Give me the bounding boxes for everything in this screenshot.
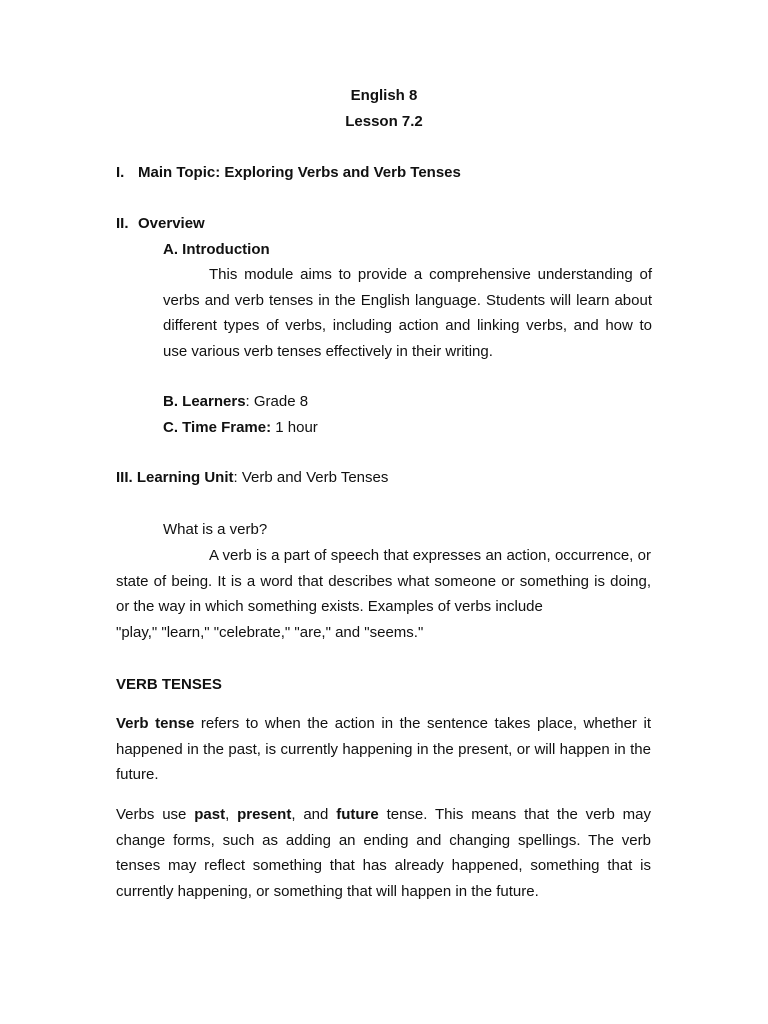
section-1-heading: Main Topic: Exploring Verbs and Verb Tenses: [138, 164, 461, 181]
introduction-paragraph: This module aims to provide a comprehensive understanding of verbs and verb tenses in the English language. Students will learn about different types of verbs, including action and linking verbs, and how to use various verb tenses effectively in their writing.: [163, 266, 652, 360]
future-term: future: [336, 806, 379, 823]
subject-title: English 8: [350, 87, 418, 104]
section-2-heading: Overview: [138, 215, 205, 232]
introduction-heading: A. Introduction: [163, 241, 270, 258]
learners-line: [163, 393, 308, 411]
learners-value: : Grade 8: [245, 393, 309, 410]
comma-text: ,: [225, 806, 238, 823]
and-text: , and: [291, 806, 337, 823]
verb-tense-paragraph: [116, 711, 651, 788]
section-2-label: II.: [116, 215, 129, 232]
learners-label: B. Learners: [163, 393, 246, 410]
verb-tense-definition: refers to when the action in the sentence takes place, whether it happened in the past, is currently happening in the present, or will happen in the future.: [116, 715, 652, 783]
learning-unit-line: [116, 469, 388, 487]
verb-tenses-heading: VERB TENSES: [116, 676, 222, 693]
verb-examples-line: "play," "learn," "celebrate," "are," and "seems.": [116, 624, 424, 641]
learning-unit-value: : Verb and Verb Tenses: [233, 469, 389, 486]
verbs-use-text: Verbs use: [116, 806, 195, 823]
learning-unit-label: III. Learning Unit: [116, 469, 234, 486]
time-frame-value: 1 hour: [271, 419, 318, 436]
time-frame-line: [163, 419, 318, 437]
present-term: present: [237, 806, 292, 823]
verb-definition-paragraph: A verb is a part of speech that expresses an action, occurrence, or state of being. It is a word that describes what someone or something is doing, or the way in which something exists. Examples of verbs include: [116, 547, 651, 615]
time-frame-label: C. Time Frame:: [163, 419, 272, 436]
verb-forms-paragraph: [116, 802, 651, 904]
verb-forms-rest: tense. This means that the verb may change forms, such as adding an ending and changing spellings. The verb tenses may reflect something that has already happened, something that is currently happening, or something that will happen in the future.: [116, 806, 652, 900]
lesson-title: Lesson 7.2: [345, 113, 423, 130]
verb-tense-term: Verb tense: [116, 715, 195, 732]
section-1-label: I.: [116, 164, 125, 181]
verb-question: What is a verb?: [163, 521, 268, 538]
past-term: past: [194, 806, 226, 823]
